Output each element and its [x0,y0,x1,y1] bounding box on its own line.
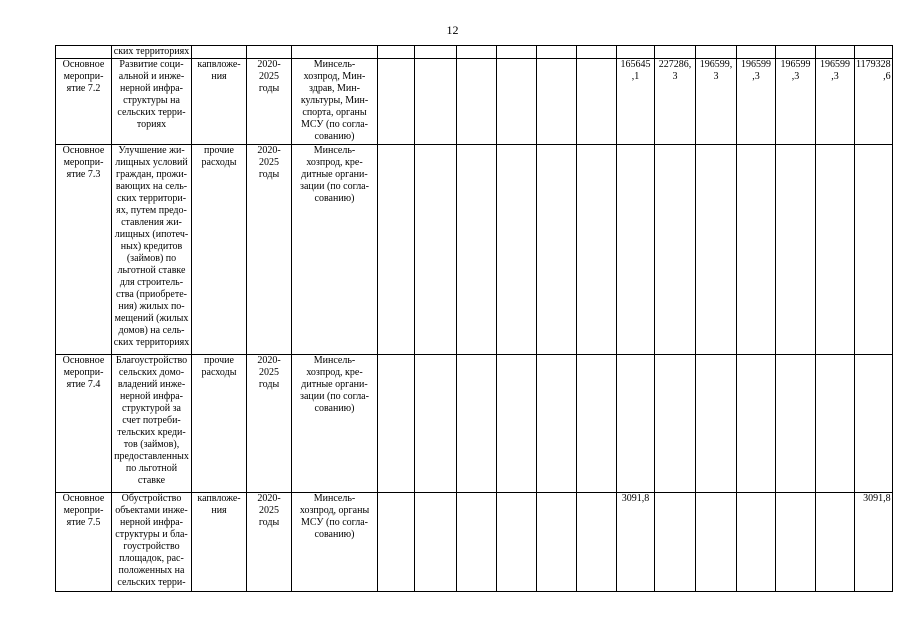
period-cell: 2020- 2025 годы [247,493,292,592]
value-cell [816,493,855,592]
value-cell: 196599 ,3 [737,59,776,145]
value-cell [537,355,577,493]
expense-type-cell: прочие расходы [192,145,247,355]
value-cell: 3091,8 [855,493,893,592]
value-cell [497,493,537,592]
table-row-7-3 [56,145,893,355]
value-cell [696,493,737,592]
value-cell: 196599, 3 [696,59,737,145]
executor-cell: Минсель- хозпрод, Мин- здрав, Мин- культуры, Мин- спорта, органы МСУ (по согла- сованию) [292,59,378,145]
value-cell [696,145,737,355]
value-cell [776,46,816,59]
period-cell: 2020- 2025 годы [247,59,292,145]
period-cell [247,46,292,59]
table-row-7-2 [56,59,893,145]
value-cell [816,355,855,493]
value-cell [378,493,415,592]
value-cell [737,46,776,59]
value-cell [696,46,737,59]
value-cell [617,46,655,59]
value-cell [457,355,497,493]
value-cell [816,46,855,59]
value-cell [855,145,893,355]
value-cell: 227286, 3 [655,59,696,145]
value-cell [737,355,776,493]
value-cell [776,145,816,355]
value-cell [617,355,655,493]
executor-cell [292,46,378,59]
value-cell [497,59,537,145]
value-cell [855,355,893,493]
period-cell: 2020- 2025 годы [247,355,292,493]
value-cell [776,355,816,493]
value-cell [457,145,497,355]
value-cell [537,493,577,592]
value-cell [378,59,415,145]
value-cell: 165645 ,1 [617,59,655,145]
value-cell: 196599 ,3 [816,59,855,145]
expense-type-cell: прочие расходы [192,355,247,493]
value-cell [776,493,816,592]
value-cell [617,145,655,355]
value-cell [457,59,497,145]
value-cell [497,46,537,59]
value-cell [737,493,776,592]
value-cell [855,46,893,59]
value-cell [457,46,497,59]
period-cell: 2020- 2025 годы [247,145,292,355]
event-code-cell: Основное меропри- ятие 7.5 [56,493,112,592]
value-cell [577,355,617,493]
value-cell: 1179328 ,6 [855,59,893,145]
expense-type-cell: капвложе- ния [192,493,247,592]
value-cell [497,145,537,355]
program-table [55,45,893,592]
value-cell [737,145,776,355]
value-cell [537,145,577,355]
value-cell [415,493,457,592]
value-cell [577,145,617,355]
event-name-cell: ских территориях [112,46,192,59]
event-name-cell: Обустройство объектами инже- нерной инфра- структуры и бла- гоустройство площадок, рас- положенных на сельских терри- [112,493,192,592]
event-code-cell: Основное меропри- ятие 7.3 [56,145,112,355]
table-row-continuation [56,46,893,59]
value-cell [577,46,617,59]
value-cell [537,46,577,59]
value-cell [378,46,415,59]
expense-type-cell [192,46,247,59]
value-cell [415,59,457,145]
executor-cell: Минсель- хозпрод, органы МСУ (по согла- сованию) [292,493,378,592]
value-cell [497,355,537,493]
value-cell [537,59,577,145]
value-cell: 3091,8 [617,493,655,592]
event-name-cell: Улучшение жи- лищных условий граждан, прожи- вающих на сель- ских территори- ях, путем предо- ставления жи- лищных (ипотеч- ных) кредитов (займов) по льготной ставке для строитель- ства (приобрете- ния) жилых по- мещений (жилых домов) на сель- ских территориях [112,145,192,355]
value-cell [577,493,617,592]
event-name-cell: Развитие соци- альной и инже- нерной инфра- структуры на сельских терри- ториях [112,59,192,145]
event-code-cell: Основное меропри- ятие 7.2 [56,59,112,145]
value-cell: 196599 ,3 [776,59,816,145]
page-number: 12 [446,23,459,37]
value-cell [655,355,696,493]
value-cell [655,145,696,355]
value-cell [577,59,617,145]
value-cell [457,493,497,592]
table-row-7-5 [56,493,893,592]
event-code-cell [56,46,112,59]
table-row-7-4 [56,355,893,493]
executor-cell: Минсель- хозпрод, кре- дитные органи- зации (по согла- сованию) [292,145,378,355]
value-cell [655,493,696,592]
value-cell [696,355,737,493]
value-cell [655,46,696,59]
executor-cell: Минсель- хозпрод, кре- дитные органи- зации (по согла- сованию) [292,355,378,493]
event-code-cell: Основное меропри- ятие 7.4 [56,355,112,493]
value-cell [816,145,855,355]
value-cell [378,355,415,493]
value-cell [415,145,457,355]
event-name-cell: Благоустройство сельских домо- владений инже- нерной инфра- структурой за счет потреби- тельских креди- тов (займов), предоставленных по льготной ставке [112,355,192,493]
value-cell [415,46,457,59]
value-cell [415,355,457,493]
expense-type-cell: капвложе- ния [192,59,247,145]
value-cell [378,145,415,355]
